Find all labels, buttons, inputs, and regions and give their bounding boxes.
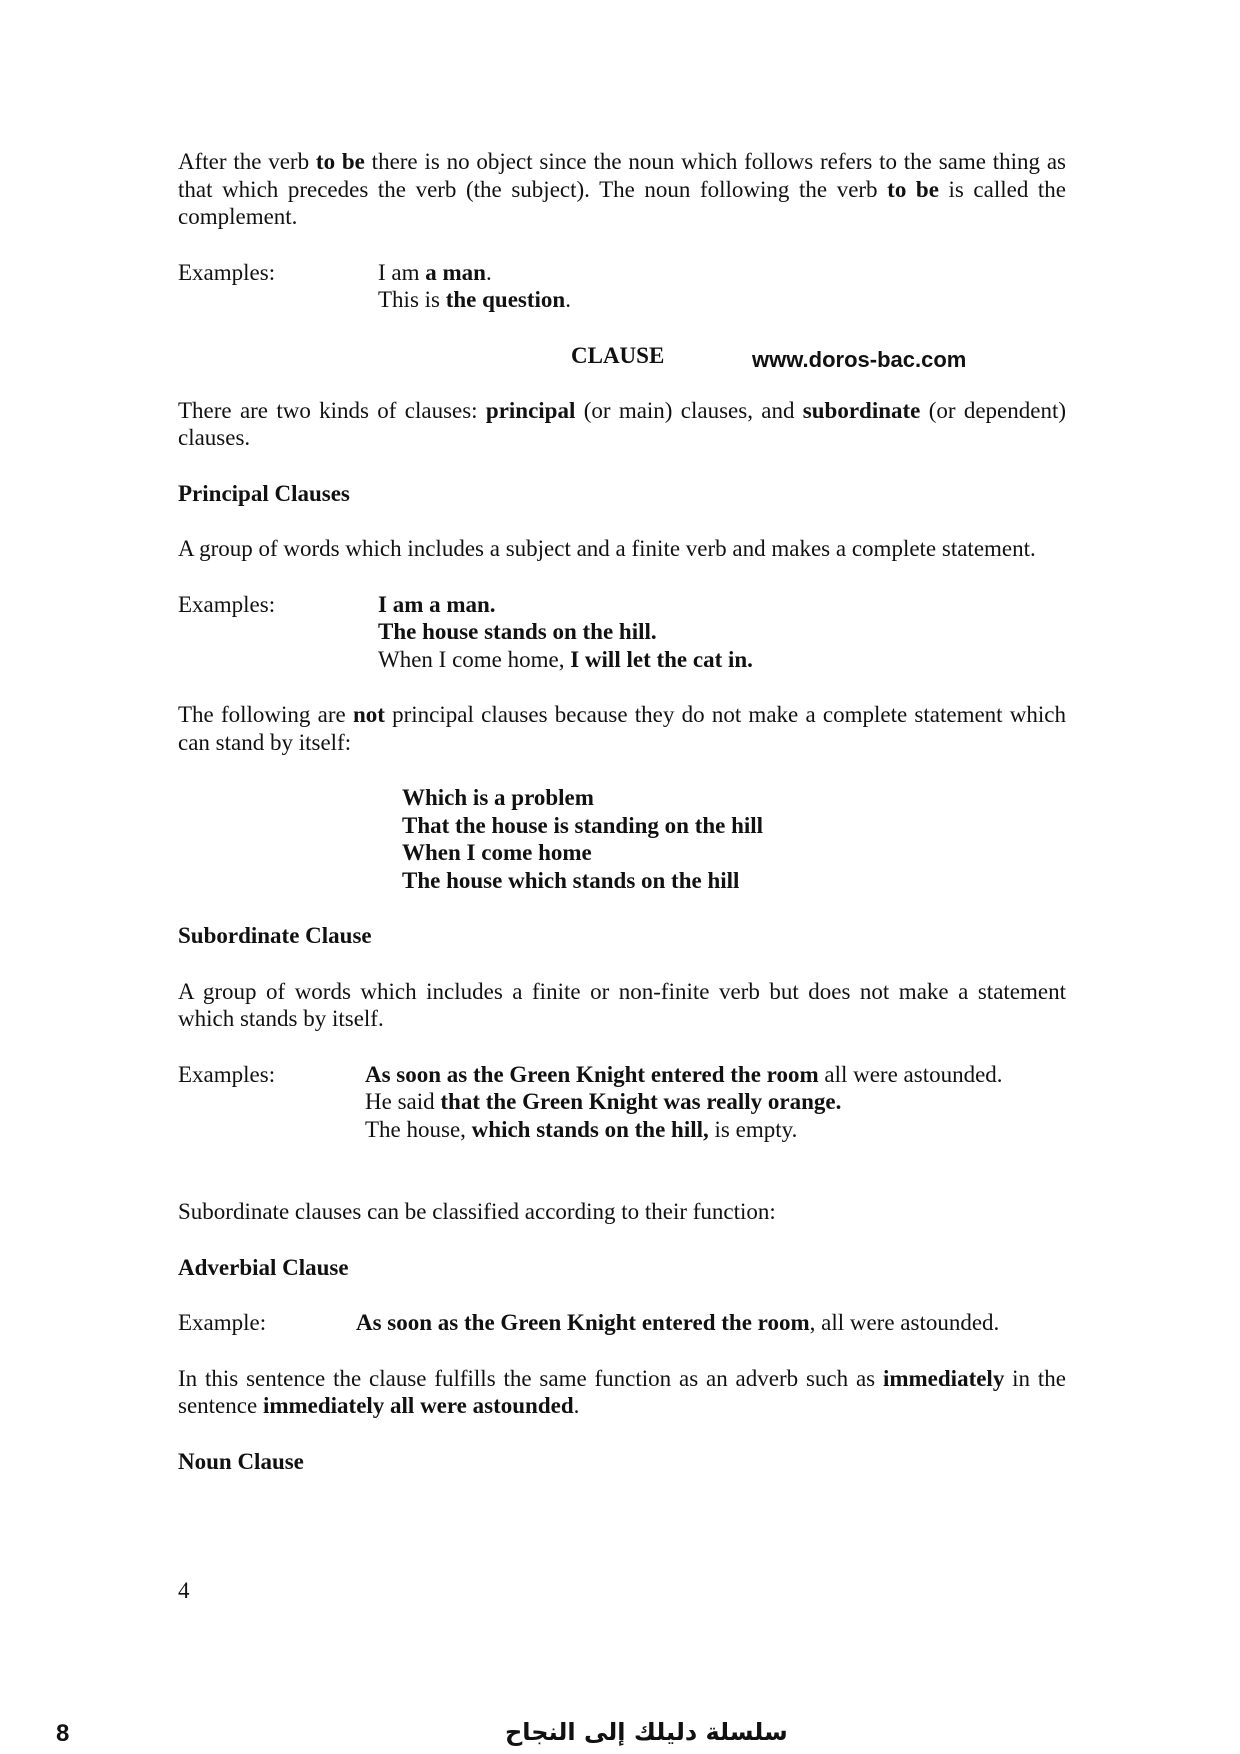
example-line (365, 1116, 1056, 1144)
example-line (365, 1061, 1056, 1089)
examples-body (378, 259, 1066, 314)
principal-definition: A group of words which includes a subject and a finite verb and makes a complete statement. (178, 536, 1036, 561)
principal-heading: Principal Clauses (178, 480, 350, 506)
text: When I come home, (378, 646, 571, 672)
subordinate-heading: Subordinate Clause (178, 923, 372, 948)
bold-text: immediately (882, 1365, 1005, 1391)
text: In this sentence the clause fulfills the same function as an adverb such as (178, 1365, 883, 1391)
bold-text: subordinate (802, 397, 921, 423)
not-principal-list (178, 784, 1066, 894)
adverbial-heading: Adverbial Clause (178, 1254, 349, 1280)
text: all were astounded. (818, 1061, 1003, 1087)
text: . (485, 259, 492, 285)
subordinate-examples (178, 1061, 1066, 1144)
text: This is (378, 287, 446, 312)
text: . (565, 287, 571, 312)
bold-text: principal (485, 397, 576, 423)
bold-text: I will let the cat in. (570, 646, 753, 672)
text: The house, (365, 1116, 472, 1142)
examples-label: Examples: (178, 1061, 276, 1087)
website-watermark: www.doros-bac.com (752, 346, 967, 372)
footer-page-number: 8 (56, 1720, 70, 1747)
example-line (378, 259, 1066, 287)
example-line: I am a man. (378, 591, 496, 617)
principal-examples (178, 591, 1066, 674)
example-label: Example: (178, 1310, 267, 1335)
examples-to-be (178, 259, 1066, 314)
example-line (365, 1088, 1056, 1116)
text: (or main) clauses, and (575, 397, 803, 423)
examples-label: Examples: (178, 259, 276, 285)
bold-text: the question (445, 287, 566, 312)
bold-text: immediately all were astounded (262, 1393, 574, 1418)
bold-text: As soon as the Green Knight entered the room (356, 1310, 810, 1335)
list-item: That the house is standing on the hill (402, 812, 764, 838)
noun-clause-heading: Noun Clause (178, 1448, 304, 1474)
footer-series-title: سلسلة دليلك إلى النجاح (505, 1718, 788, 1746)
text: (or dependent) clauses. (178, 397, 1067, 450)
example-body (356, 1309, 1066, 1337)
text: He said (365, 1089, 441, 1114)
adverbial-explanation (178, 1365, 1066, 1420)
text: . (573, 1393, 580, 1418)
spacer (178, 1171, 1066, 1198)
bold-text: to be (315, 149, 365, 174)
list-item: When I come home (402, 840, 592, 865)
bold-text: to be (887, 176, 939, 202)
text: in the sentence (178, 1365, 1066, 1418)
example-line (378, 286, 1066, 314)
list-item: Which is a problem (402, 785, 594, 810)
not-principal-paragraph (178, 701, 1066, 756)
example-line (378, 646, 1066, 674)
example-line: The house stands on the hill. (378, 619, 657, 644)
adverbial-example (178, 1309, 1066, 1337)
bold-text: a man (425, 259, 486, 285)
examples-label: Examples: (178, 591, 276, 617)
examples-body (365, 1061, 1066, 1144)
intro-paragraph (178, 148, 1066, 231)
subordinate-definition: A group of words which includes a finite or non-finite verb but does not make a statement which stands by itself. (178, 978, 1066, 1031)
examples-body (378, 591, 1066, 674)
text: principal clauses because they do not make a complete statement which can stand by itself: (178, 702, 1066, 755)
text: is called the complement. (178, 176, 1066, 229)
list-item: The house which stands on the hill (402, 867, 740, 893)
text: there is no object since the noun which follows refers to the same thing as that which precedes the verb (the subject). The noun following the verb (178, 149, 1066, 202)
classified-paragraph: Subordinate clauses can be classified according to their function: (178, 1199, 776, 1224)
bold-text: not (352, 702, 385, 727)
text: After the verb (178, 149, 316, 174)
clause-heading-row (178, 342, 1066, 372)
text: is empty. (708, 1116, 798, 1142)
inner-page-number: 4 (178, 1578, 190, 1603)
bold-text: which stands on the hill, (471, 1116, 709, 1142)
section-title: CLAUSE (571, 342, 665, 368)
text: I am (378, 259, 426, 285)
kinds-paragraph (178, 397, 1066, 452)
bold-text: As soon as the Green Knight entered the room (365, 1061, 819, 1087)
text: There are two kinds of clauses: (178, 397, 486, 423)
text: The following are (178, 702, 353, 727)
page-content (178, 148, 1066, 1503)
bold-text: that the Green Knight was really orange. (440, 1089, 842, 1114)
text: , all were astounded. (809, 1310, 1000, 1335)
